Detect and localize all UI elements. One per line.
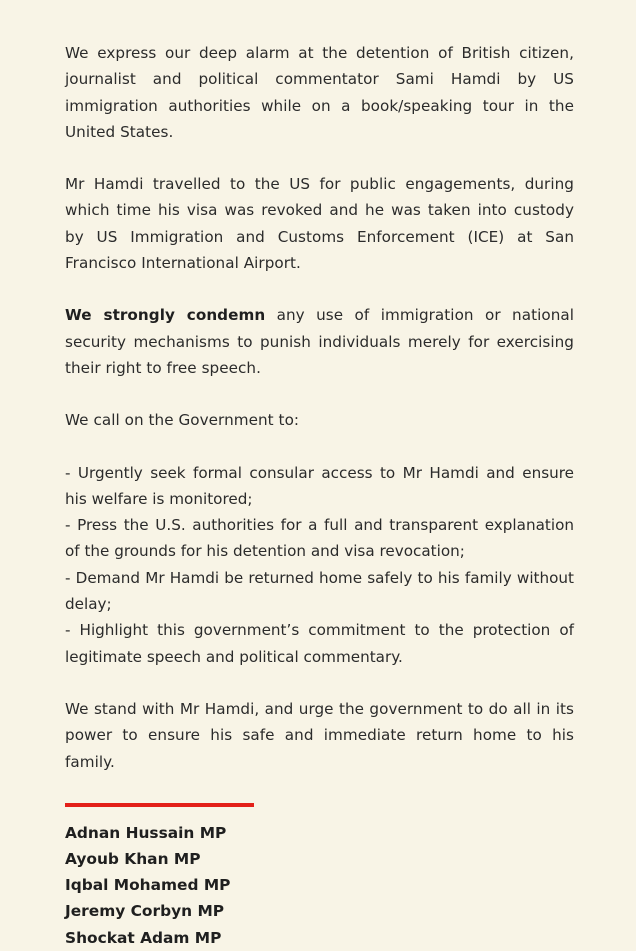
paragraph-condemn — [65, 302, 574, 381]
demand-item: - Press the U.S. authorities for a full and transparent explanation of the grounds for his detention and visa revocation; — [65, 516, 574, 561]
signatory-name: Iqbal Mohamed MP — [65, 876, 231, 895]
demands-list — [65, 460, 574, 670]
demand-item: - Demand Mr Hamdi be returned home safely to his family without delay; — [65, 568, 574, 614]
signatory-name: Shockat Adam MP — [65, 928, 222, 947]
signatories-list — [65, 820, 574, 951]
signatory-name: Jeremy Corbyn MP — [65, 902, 225, 921]
paragraph-solidarity: We stand with Mr Hamdi, and urge the government to do all in its power to ensure his safe and immediate return home to his family. — [65, 699, 574, 771]
condemn-text: any use of immigration or national security mechanisms to punish individuals merely for exercising their right to free speech. — [65, 306, 575, 377]
signatory-name: Adnan Hussain MP — [65, 823, 227, 842]
signatory-name: Ayoub Khan MP — [65, 850, 201, 869]
paragraph-call-to-government: We call on the Government to: — [65, 411, 300, 430]
paragraph-alarm: We express our deep alarm at the detention of British citizen, journalist and political commentator Sami Hamdi by US immigration authorities while on a book/speaking tour in the United States. — [65, 44, 574, 141]
demand-item: - Urgently seek formal consular access to Mr Hamdi and ensure his welfare is monitored; — [65, 463, 574, 508]
demand-item: - Highlight this government’s commitment to the protection of legitimate speech and political commentary. — [65, 621, 574, 666]
red-divider — [65, 803, 254, 807]
paragraph-detention-details: Mr Hamdi travelled to the US for public engagements, during which time his visa was revoked and he was taken into custody by US Immigration and Customs Enforcement (ICE) at San Francisco International Airport. — [65, 175, 574, 273]
condemn-emphasis: We strongly condemn — [65, 306, 266, 325]
